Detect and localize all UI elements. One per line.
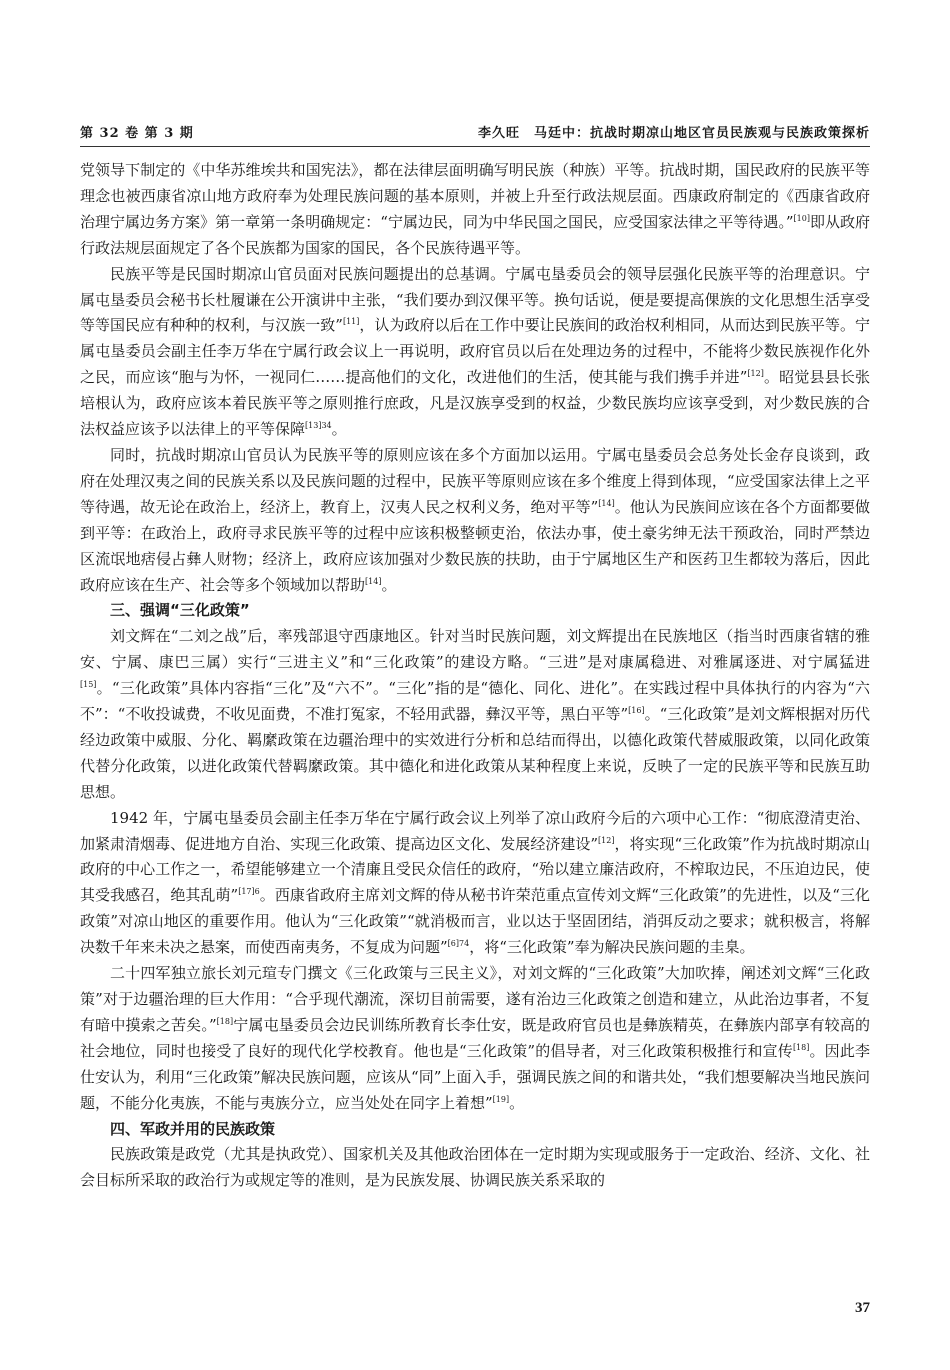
citation-ref: [17]6 bbox=[238, 887, 260, 897]
paragraph-text: 。“三化政策”是刘文辉根据对历代经边政策中威服、分化、羁縻政策在边疆治理中的实效进行分析和总结而得出，以德化政策代替威服政策，以同化政策代替分化政策，以进化政策代替羁縻政策。其中德化和进化政策从某种程度上来说，反映了一定的民族平等和民族互助思想。 bbox=[80, 705, 870, 801]
paragraph-text: 。 bbox=[381, 575, 397, 594]
paragraph bbox=[80, 262, 870, 443]
citation-ref: [19] bbox=[492, 1094, 510, 1104]
citation-ref: [11] bbox=[342, 317, 360, 327]
citation-ref: [10] bbox=[793, 213, 810, 223]
page-number: 37 bbox=[855, 1300, 870, 1316]
paragraph-text: 民族平等是民国时期凉山官员面对民族问题提出的总基调。宁属屯垦委员会的领导层强化民族平等的治理意识。宁属屯垦委员会秘书长杜履谦在公开演讲中主张，“我们要办到汉倮平等。换句话说，便是要提高倮族的文化思想生活享受等等国民应有种种的权利，与汉族一致” bbox=[80, 264, 870, 335]
citation-ref: [12] bbox=[747, 369, 764, 379]
paragraph-text: 。西康省政府主席刘文辉的侍从秘书许荣范重点宣传刘文辉“三化政策”的先进性，以及“三化政策”对凉山地区的重要作用。他认为“三化政策”“就消极而言，业以达于坚固团结，消弭反动之要求；就积极言，将解决数千年来未决之悬案，而使西南夷务，不复成为问题” bbox=[80, 886, 871, 957]
paragraph-continued bbox=[80, 158, 870, 262]
section-heading: 四、军政并用的民族政策 bbox=[110, 1119, 276, 1138]
citation-ref: [15] bbox=[80, 680, 97, 690]
paragraph bbox=[80, 806, 870, 961]
paragraph-text: 同时，抗战时期凉山官员认为民族平等的原则应该在多个方面加以运用。宁属屯垦委员会总务处长金存良谈到，政府在处理汉夷之间的民族关系以及民族问题的过程中，民族平等原则应该在多个维度上得到体现，“应受国家法律上之平等待遇，故无论在政治上，经济上，教育上，汉夷人民之权利义务，绝对平等” bbox=[80, 445, 870, 516]
paragraph bbox=[80, 1142, 870, 1194]
paragraph bbox=[80, 961, 870, 1116]
paragraph-text: 。昭觉县县长张培根认为，政府应该本着民族平等之原则推行庶政，凡是汉族享受到的权益，少数民族均应该享受到，对少数民族的合法权益应该予以法律上的平等保障 bbox=[80, 368, 870, 439]
citation-ref: [16] bbox=[628, 706, 645, 716]
paragraph-text: ，将“三化政策”奉为解决民族问题的圭臬。 bbox=[469, 938, 755, 957]
citation-ref: [18] bbox=[216, 1016, 234, 1026]
paragraph-text: 。 bbox=[331, 420, 347, 439]
paragraph-text: 1942 年，宁属屯垦委员会副主任李万华在宁属行政会议上列举了凉山政府今后的六项中心工作：“彻底澄清吏治、加紧肃清烟毒、促进地方自治、实现三化政策、提高边区文化、发展经济建设” bbox=[80, 808, 870, 853]
header-divider bbox=[80, 146, 870, 147]
citation-ref: [12] bbox=[598, 835, 615, 845]
paragraph-text: 民族政策是政党（尤其是执政党）、国家机关及其他政治团体在一定时期为实现或服务于一定政治、经济、文化、社会目标所采取的政治行为或规定等的准则，是为民族发展、协调民族关系采取的 bbox=[80, 1145, 870, 1190]
paragraph-text: 宁属屯垦委员会边民训练所教育长李仕安，既是政府官员也是彝族精英，在彝族内部享有较高的社会地位，同时也接受了良好的现代化学校教育。他也是“三化政策”的倡导者，对三化政策积极推行和宣传 bbox=[80, 1015, 870, 1060]
paragraph-text: 二十四军独立旅长刘元瑄专门撰文《三化政策与三民主义》，对刘文辉的“三化政策”大加吹捧，阐述刘文辉“三化政策”对于边疆治理的巨大作用：“合乎现代潮流，深切目前需要，遂有治边三化政策之创造和建立，从此治边事者，不复有暗中摸索之苦矣。” bbox=[80, 964, 870, 1034]
article-authors-title: 李久旺 马廷中：抗战时期凉山地区官员民族观与民族政策探析 bbox=[477, 126, 870, 141]
section-heading: 三、强调“三化政策” bbox=[110, 601, 250, 620]
paragraph bbox=[80, 624, 870, 805]
running-header bbox=[80, 122, 870, 144]
paragraph-text: 即从政府行政法规层面规定了各个民族都为国家的国民，各个民族待遇平等。 bbox=[80, 212, 870, 257]
citation-ref: [13]34 bbox=[305, 421, 332, 431]
citation-ref: [14] bbox=[365, 576, 382, 586]
paragraph-text: ，将实现“三化政策”作为抗战时期凉山政府的中心工作之一，希望能够建立一个清廉且受民众信任的政府，“殆以建立廉洁政府，不榨取边民，不压迫边民，使其受我感召，绝其乱萌” bbox=[80, 834, 870, 905]
paragraph-text: 刘文辉在“二刘之战”后，率残部退守西康地区。针对当时民族问题，刘文辉提出在民族地区（指当时西康省辖的雅安、宁属、康巴三属）实行“三进主义”和“三化政策”的建设方略。“三进”是对康属稳进、对雅属逐进、对宁属猛进 bbox=[80, 627, 870, 672]
paragraph-text: 。 bbox=[509, 1093, 525, 1112]
journal-volume-issue: 第 32 卷 第 3 期 bbox=[80, 126, 194, 141]
paragraph-text: 。“三化政策”具体内容指“三化”及“六不”。“三化”指的是“德化、同化、进化”。在实践过程中具体执行的内容为“六不”：“不收投诚费，不收见面费，不准打冤家，不轻用武器，彝汉平等，黑白平等” bbox=[80, 679, 870, 724]
paragraph-text: 。他认为民族间应该在各个方面都要做到平等：在政治上，政府寻求民族平等的过程中应该积极整顿吏治，依法办事，使土豪劣绅无法干预政治，同时严禁边区流氓地痞侵占彝人财物；经济上，政府应该加强对少数民族的扶助，由于宁属地区生产和医药卫生都较为落后，因此政府应该在生产、社会等多个领域加以帮助 bbox=[80, 497, 870, 594]
article-body bbox=[80, 158, 870, 1194]
citation-ref: [18] bbox=[792, 1042, 810, 1052]
paragraph-text: 。因此李仕安认为，利用“三化政策”解决民族问题，应该从“同”上面入手，强调民族之间的和谐共处，“我们想要解决当地民族问题，不能分化夷族，不能与夷族分立，应当处处在同字上着想” bbox=[80, 1041, 870, 1112]
paragraph-text: 党领导下制定的《中华苏维埃共和国宪法》，都在法律层面明确写明民族（种族）平等。抗战时期，国民政府的民族平等理念也被西康省凉山地方政府奉为处理民族问题的基本原则，并被上升至行政法规层面。西康政府制定的《西康省政府治理宁属边务方案》第一章第一条明确规定：“宁属边民，同为中华民国之国民，应受国家法律之平等待遇。” bbox=[80, 161, 870, 231]
paragraph bbox=[80, 443, 870, 598]
citation-ref: [6]74 bbox=[447, 939, 470, 949]
paragraph-text: ，认为政府以后在工作中要让民族间的政治权利相同，从而达到民族平等。宁属屯垦委员会副主任李万华在宁属行政会议上一再说明，政府官员以后在处理边务的过程中，不能将少数民族视作化外之民，而应该“胞与为怀，一视同仁……提高他们的文化，改进他们的生活，使其能与我们携手并进” bbox=[80, 316, 870, 387]
citation-ref: [14] bbox=[598, 498, 615, 508]
